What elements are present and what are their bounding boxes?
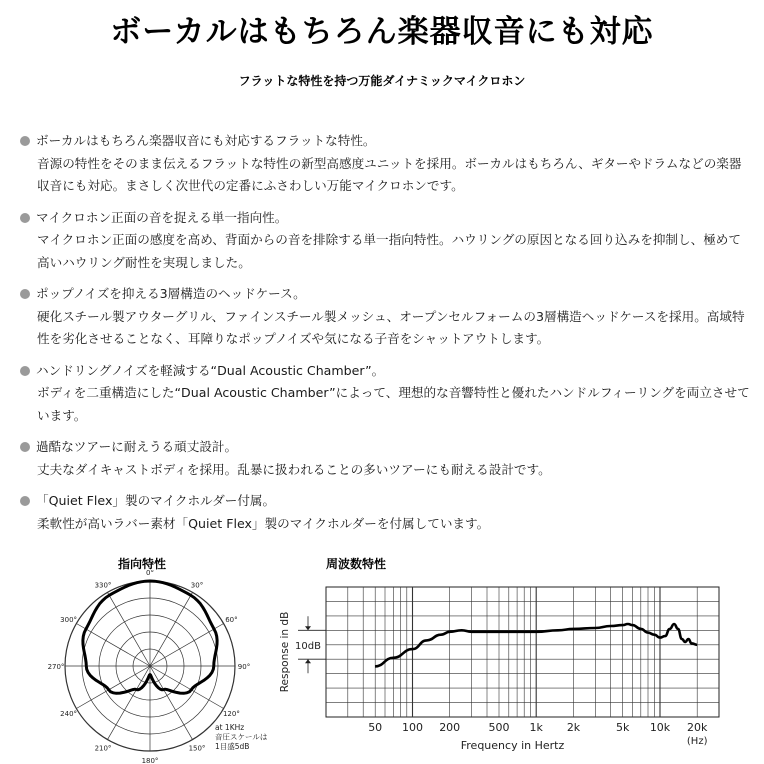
freq-scale-label: 10dB: [295, 640, 321, 652]
freq-x-tick-label: 200: [439, 721, 461, 734]
polar-angle-label: 210°: [94, 744, 112, 753]
page-subtitle: フラットな特性を持つ万能ダイナミックマイクロホン: [238, 74, 526, 88]
freq-x-tick-label: 20k: [687, 721, 708, 734]
feature-description: 音源の特性をそのまま伝えるフラットな特性の新型高感度ユニットを採用。ボーカルはもちろん、ギターやドラムなどの楽器収音にも対応。まさしく次世代の定番にふさわしい万能マイクロホンです。: [37, 155, 742, 193]
feature-heading: 過酷なツアーに耐えうる頑丈設計。: [36, 439, 238, 454]
freq-x-tick-label: 2k: [566, 721, 581, 734]
polar-angle-label: 0°: [146, 570, 154, 577]
polar-angle-label: 120°: [222, 710, 240, 718]
polar-angle-label: 60°: [225, 616, 238, 624]
feature-description: 柔軟性が高いラバー素材「Quiet Flex」製のマイクホルダーを付属しています。: [37, 515, 490, 531]
polar-angle-label: 30°: [190, 581, 204, 590]
polar-angle-label: 300°: [60, 616, 78, 624]
polar-note: at 1KHz: [215, 723, 245, 732]
feature-description: 丈夫なダイキャストボディを採用。乱暴に扱われることの多いツアーにも耐える設計です。: [37, 461, 551, 477]
scale-arrowhead: [305, 626, 311, 630]
polar-angle-label: 150°: [188, 744, 206, 753]
bullet-icon: [20, 213, 30, 223]
freq-x-tick-label: 1k: [529, 721, 543, 734]
polar-section-title: 指向特性: [118, 557, 167, 571]
polar-spoke: [108, 666, 151, 740]
feature-heading: ポップノイズを抑える3層構造のヘッドケース。: [36, 286, 306, 301]
feature-item: [20, 130, 750, 198]
freq-y-axis-label: Response in dB: [279, 611, 291, 693]
feature-description: 硬化スチール製アウターグリル、ファインスチール製メッシュ、オープンセルフォームの3層構造ヘッドケースを採用。高域特性を劣化させることなく、耳障りなポップノイズや気になる子音をシャットアウトします。: [37, 308, 745, 346]
polar-note: 1目盛5dB: [215, 742, 250, 751]
feature-list: [20, 130, 750, 544]
polar-spoke: [76, 624, 150, 667]
freq-x-tick-label: 5k: [616, 721, 630, 734]
frequency-response-chart: [270, 575, 764, 764]
bullet-icon: [20, 289, 30, 299]
freq-section-title: 周波数特性: [326, 557, 387, 571]
bullet-icon: [20, 136, 30, 146]
freq-x-tick-label: 10k: [649, 721, 671, 734]
bullet-icon: [20, 442, 30, 452]
feature-heading: ハンドリングノイズを軽減する“Dual Acoustic Chamber”。: [36, 362, 385, 378]
polar-angle-label: 90°: [237, 663, 251, 671]
freq-x-tick-label: 500: [488, 721, 510, 734]
feature-description: マイクロホン正面の感度を高め、背面からの音を排除する単一指向特性。ハウリングの原因となる回り込みを抑制し、極めて高いハウリング耐性を実現しました。: [37, 232, 741, 270]
feature-heading: マイクロホン正面の音を捉える単一指向性。: [36, 209, 288, 225]
freq-x-tick-label: 50: [368, 721, 383, 734]
polar-spoke: [108, 592, 151, 666]
feature-heading: ボーカルはもちろん楽器収音にも対応するフラットな特性。: [36, 133, 376, 148]
polar-spoke: [150, 592, 193, 666]
feature-item: [20, 283, 750, 351]
freq-x-unit: (Hz): [686, 736, 708, 747]
polar-angle-label: 270°: [47, 663, 65, 671]
polar-spoke: [150, 624, 224, 667]
feature-item: [20, 360, 750, 428]
bullet-icon: [20, 366, 30, 376]
feature-item: [20, 436, 750, 481]
feature-item: [20, 490, 750, 535]
polar-pattern-chart: [0, 570, 300, 764]
page-title: ボーカルはもちろん楽器収音にも対応: [110, 14, 654, 50]
polar-spoke: [150, 666, 193, 740]
polar-angle-label: 330°: [94, 581, 112, 590]
scale-arrowhead: [305, 659, 311, 663]
polar-angle-label: 240°: [60, 710, 78, 718]
freq-x-axis-label: Frequency in Hertz: [460, 739, 565, 752]
feature-item: [20, 207, 750, 275]
feature-heading: 「Quiet Flex」製のマイクホルダー付属。: [36, 493, 276, 508]
freq-x-tick-label: 100: [402, 721, 423, 734]
polar-note: 音圧スケールは: [215, 732, 268, 742]
polar-angle-label: 180°: [141, 757, 159, 764]
bullet-icon: [20, 496, 30, 506]
feature-description: ボディを二重構造にした“Dual Acoustic Chamber”によって、理想的な音響特性と優れたハンドルフィーリングを両立させています。: [37, 385, 750, 423]
